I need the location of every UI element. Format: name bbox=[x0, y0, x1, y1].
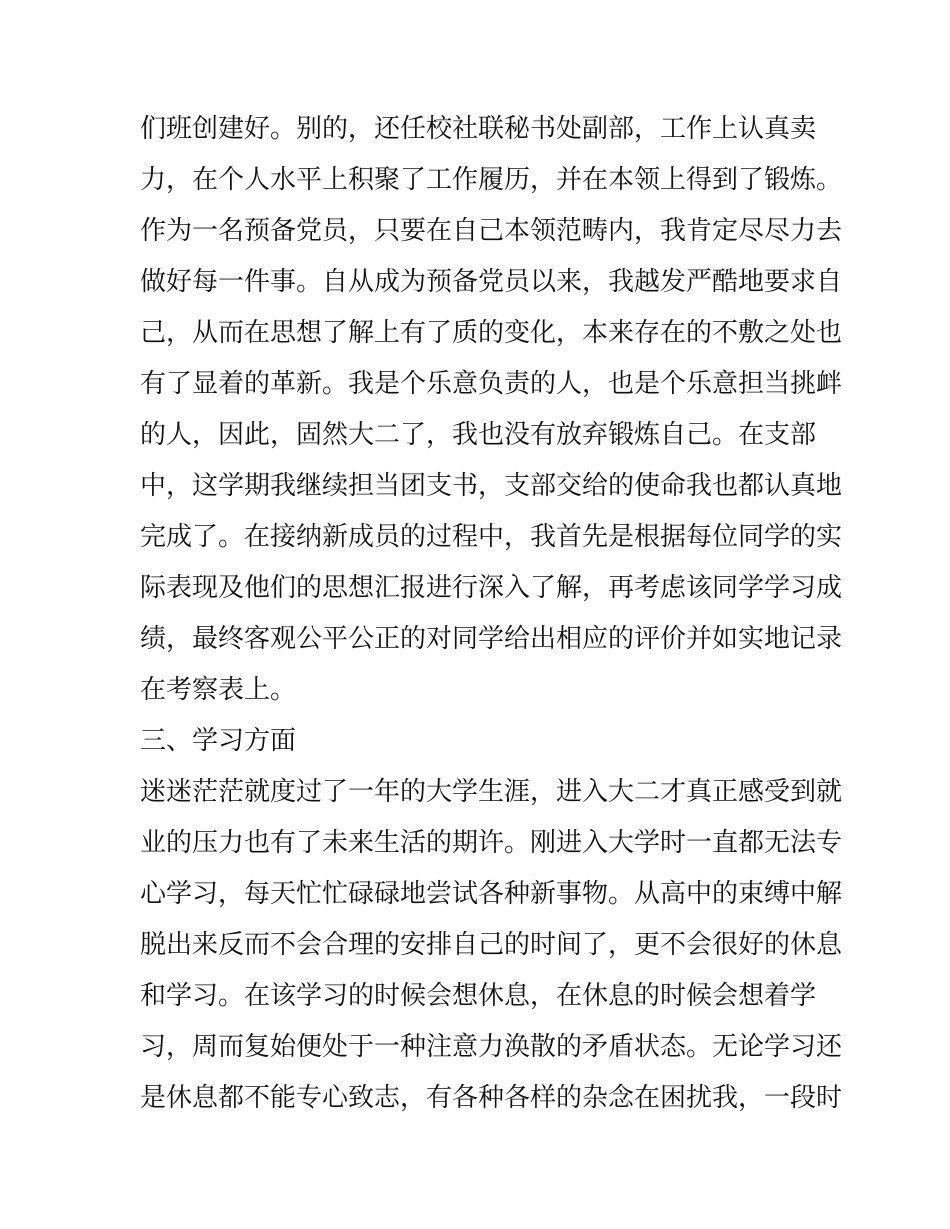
text-line: 业的压力也有了未来生活的期许。刚进入大学时一直都无法专 bbox=[140, 828, 843, 858]
section-heading: 三、学习方面 bbox=[140, 726, 297, 756]
text-line: 心学习，每天忙忙碌碌地尝试各种新事物。从高中的束缚中解 bbox=[140, 879, 843, 909]
text-line: 绩，最终客观公平公正的对同学给出相应的评价并如实地记录 bbox=[140, 624, 843, 654]
text-line: 迷迷茫茫就度过了一年的大学生涯，进入大二才真正感受到就 bbox=[140, 777, 843, 807]
text-line: 际表现及他们的思想汇报进行深入了解，再考虑该同学学习成 bbox=[140, 573, 843, 603]
text-line: 们班创建好。别的，还任校社联秘书处副部，工作上认真卖 bbox=[140, 114, 817, 144]
text-line: 完成了。在接纳新成员的过程中，我首先是根据每位同学的实 bbox=[140, 522, 843, 552]
text-line: 习，周而复始便处于一种注意力涣散的矛盾状态。无论学习还 bbox=[140, 1032, 843, 1062]
text-line: 有了显着的革新。我是个乐意负责的人，也是个乐意担当挑衅 bbox=[140, 369, 843, 399]
body-text bbox=[140, 104, 843, 1124]
text-line: 己，从而在思想了解上有了质的变化，本来存在的不敷之处也 bbox=[140, 318, 843, 348]
text-line: 力，在个人水平上积聚了工作履历，并在本领上得到了锻炼。 bbox=[140, 165, 843, 195]
text-line: 脱出来反而不会合理的安排自己的时间了，更不会很好的休息 bbox=[140, 930, 843, 960]
text-line: 做好每一件事。自从成为预备党员以来，我越发严酷地要求自 bbox=[140, 267, 843, 297]
text-line: 是休息都不能专心致志，有各种各样的杂念在困扰我，一段时 bbox=[140, 1083, 843, 1113]
text-line: 的人，因此，固然大二了，我也没有放弃锻炼自己。在支部 bbox=[140, 420, 817, 450]
text-line: 在考察表上。 bbox=[140, 675, 297, 705]
text-line: 中，这学期我继续担当团支书，支部交给的使命我也都认真地 bbox=[140, 471, 843, 501]
text-line: 和学习。在该学习的时候会想休息，在休息的时候会想着学 bbox=[140, 981, 817, 1011]
text-line: 作为一名预备党员，只要在自己本领范畴内，我肯定尽尽力去 bbox=[140, 216, 843, 246]
